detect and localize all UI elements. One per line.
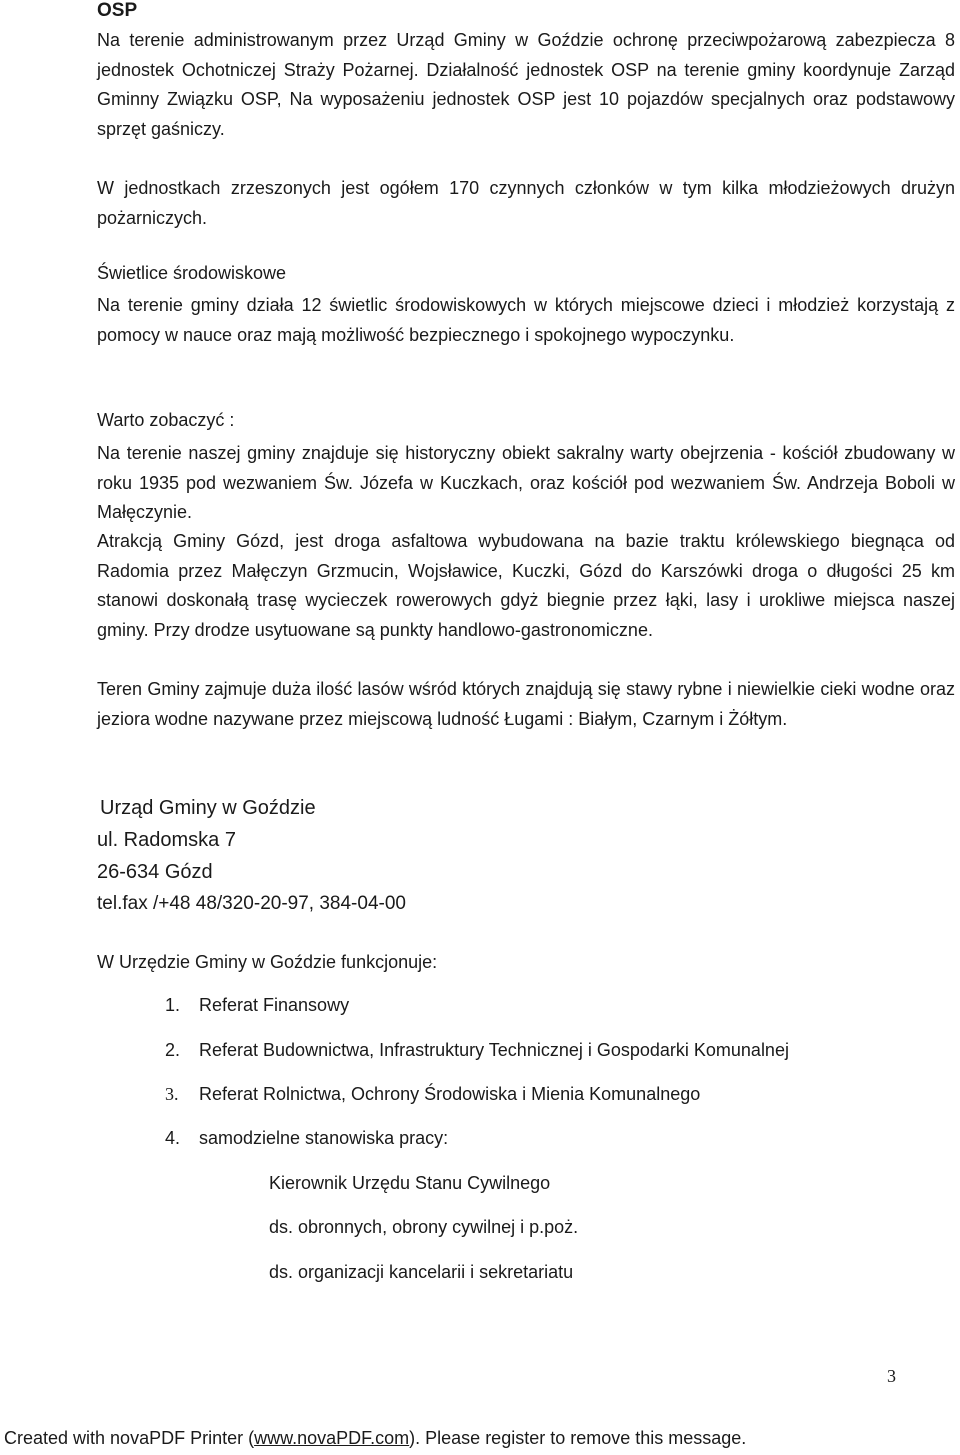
list-item-label: Referat Rolnictwa, Ochrony Środowiska i Mienia Komunalnego [199,1084,701,1104]
sub-item-office: ds. organizacji kancelarii i sekretariatu [269,1262,574,1282]
office-city: 26-634 Gózd [97,861,213,883]
osp-heading: OSP [97,0,138,21]
footer-watermark [4,1428,746,1449]
warto-paragraph-church: Na terenie naszej gminy znajduje się historyczny obiekt sakralny warty obejrzenia - kościół zbudowany w roku 1935 pod wezwaniem Św. Józefa w Kuczkach, oraz kościół pod wezwaniem Św. Andrzeja Boboli w Małęczynie. [97,443,955,522]
footer-suffix: ). Please register to remove this message. [409,1428,747,1448]
list-item [165,995,349,1016]
office-address [97,792,406,920]
list-item [165,1128,448,1149]
office-phone: tel.fax /+48 48/320-20-97, 384-04-00 [97,893,406,914]
office-street: ul. Radomska 7 [97,829,236,851]
list-item-label: samodzielne stanowiska pracy: [199,1128,449,1148]
swietlice-heading: Świetlice środowiskowe [97,263,287,283]
warto-heading: Warto zobaczyć : [97,410,235,430]
swietlice-paragraph: Na terenie gminy działa 12 świetlic środowiskowych w których miejscowe dzieci i młodzież korzystają z pomocy w nauce oraz mają możliwość bezpiecznego i spokojnego wypoczynku. [97,295,955,345]
list-item [165,1040,789,1061]
list-item-label: Referat Budownictwa, Infrastruktury Technicznej i Gospodarki Komunalnej [199,1040,789,1060]
warto-paragraph-forests: Teren Gminy zajmuje duża ilość lasów wśród których znajdują się stawy rybne i niewielkie cieki wodne oraz jeziora wodne nazywane przez miejscową ludność Ługami : Białym, Czarnym i Żółtym. [97,679,955,729]
warto-paragraph-road: Atrakcją Gminy Gózd, jest droga asfaltowa wybudowana na bazie traktu królewskiego biegnąca od Radomia przez Małęczyn Grzmucin, Wojsławice, Kuczki, Gózd do Karszówki droga o długości 25 km stanowi doskonałą trasę wycieczek rowerowych gdyż biegnie przez łąki, lasy i urokliwe miejsca naszej gminy. Przy drodze usytuowane są punkty handlowo-gastronomiczne. [97,531,955,640]
list-item [165,1084,700,1105]
list-item-number: 1. [165,995,181,1015]
list-item-number: 3. [165,1084,179,1104]
departments-heading: W Urzędzie Gminy w Goździe funkcjonuje: [97,952,438,972]
office-name: Urząd Gminy w Goździe [100,797,316,819]
sub-item-defense: ds. obronnych, obrony cywilnej i p.poż. [269,1217,579,1237]
list-item-number: 4. [165,1128,181,1148]
footer-link[interactable]: www.novaPDF.com [254,1428,410,1448]
osp-members-paragraph: W jednostkach zrzeszonych jest ogółem 170 czynnych członków w tym kilka młodzieżowych drużyn pożarniczych. [97,178,955,228]
osp-paragraph: Na terenie administrowanym przez Urząd Gminy w Goździe ochronę przeciwpożarową zabezpiecza 8 jednostek Ochotniczej Straży Pożarnej. Działalność jednostek OSP na terenie gminy koordynuje Zarząd Gminny Związku OSP, Na wyposażeniu jednostek OSP jest 10 pojazdów specjalnych oraz podstawowy sprzęt gaśniczy. [97,30,955,139]
footer-prefix: Created with novaPDF Printer ( [4,1428,255,1448]
list-item-label: Referat Finansowy [199,995,350,1015]
sub-item-usc: Kierownik Urzędu Stanu Cywilnego [269,1173,551,1193]
list-item-number: 2. [165,1040,181,1060]
page-number: 3 [887,1366,896,1386]
